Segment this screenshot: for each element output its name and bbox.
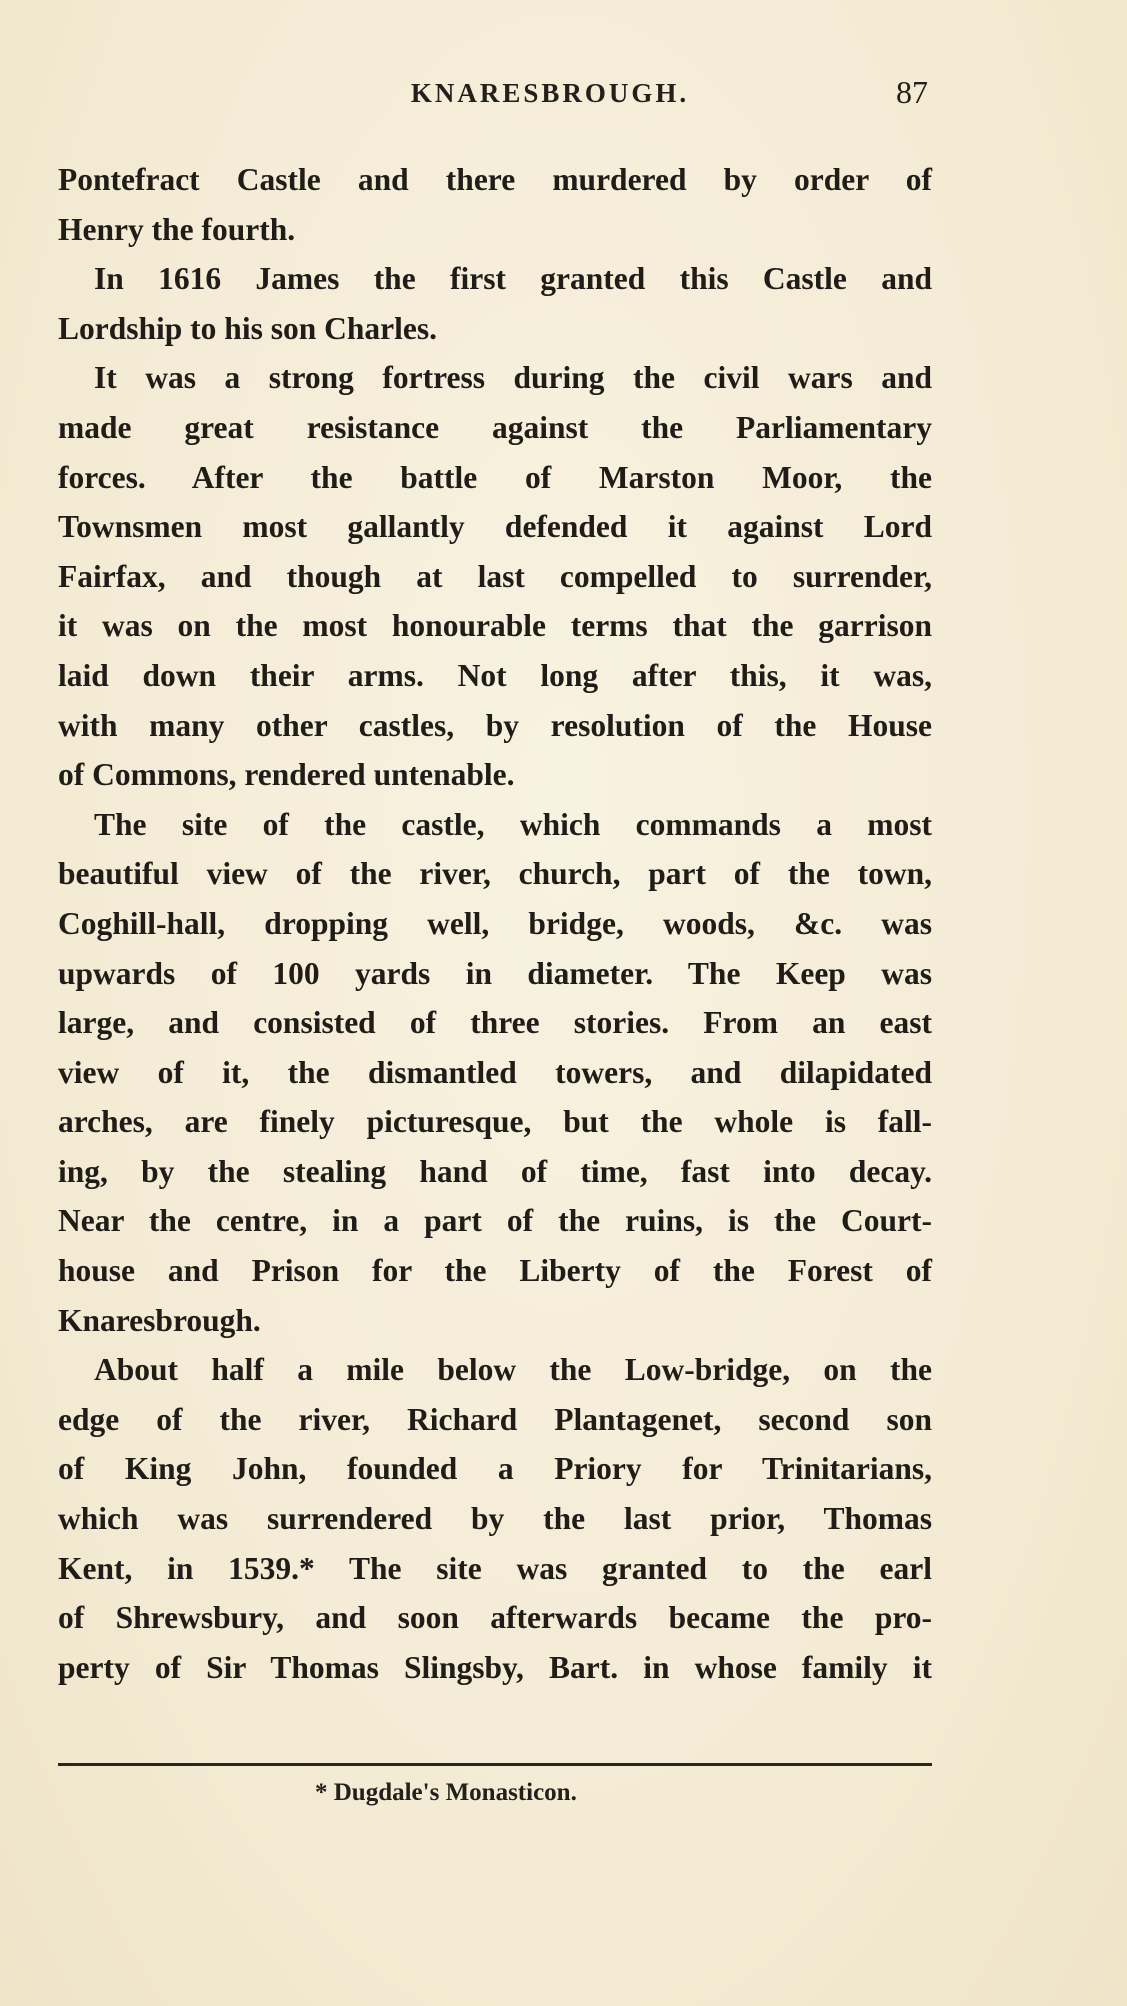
text-line: Coghill-hall, dropping well, bridge, woods, &c. was [58,905,932,941]
text-line: Knaresbrough. [58,1302,261,1338]
text-line: large, and consisted of three stories. From an east [58,1005,932,1041]
text-line: beautiful view of the river, church, part of the town, [58,856,932,892]
text-line: Lordship to his son Charles. [58,310,437,346]
text-line: Townsmen most gallantly defended it against Lord [58,509,932,545]
text-line: Near the centre, in a part of the ruins, is the Court- [58,1203,932,1239]
text-line: arches, are finely picturesque, but the whole is fall- [58,1104,932,1140]
text-line: of Shrewsbury, and soon afterwards became the pro- [58,1600,932,1636]
text-line: Kent, in 1539.* The site was granted to the earl [58,1550,932,1586]
text-line: of King John, founded a Priory for Trinitarians, [58,1451,932,1487]
body-text [58,155,932,1692]
text-line: perty of Sir Thomas Slingsby, Bart. in whose family it [58,1649,932,1685]
text-line: It was a strong fortress during the civil wars and [94,360,932,396]
footnote: * Dugdale's Monasticon. [315,1779,577,1806]
text-line: view of it, the dismantled towers, and dilapidated [58,1054,932,1090]
page-number: 87 [896,74,928,110]
text-line: Fairfax, and though at last compelled to surrender, [58,558,932,594]
text-line: ing, by the stealing hand of time, fast into decay. [58,1153,932,1189]
text-line: About half a mile below the Low-bridge, on the [94,1352,932,1388]
text-line: of Commons, rendered untenable. [58,757,515,793]
text-line: laid down their arms. Not long after this, it was, [58,657,932,693]
footnote-rule [58,1763,932,1766]
text-line: it was on the most honourable terms that the garrison [58,608,932,644]
text-line: Pontefract Castle and there murdered by order of [58,162,932,197]
text-line: Henry the fourth. [58,211,296,247]
text-line: which was surrendered by the last prior, Thomas [58,1501,932,1537]
text-line: upwards of 100 yards in diameter. The Keep was [58,955,932,991]
text-line: with many other castles, by resolution of the House [58,707,932,743]
text-line: edge of the river, Richard Plantagenet, second son [58,1401,932,1437]
text-line: made great resistance against the Parliamentary [58,409,932,445]
text-line: house and Prison for the Liberty of the Forest of [58,1253,932,1289]
running-head: KNARESBROUGH. [410,78,690,108]
text-line: In 1616 James the first granted this Castle and [94,261,932,297]
text-line: forces. After the battle of Marston Moor, the [58,459,932,495]
text-line: The site of the castle, which commands a most [94,806,932,842]
